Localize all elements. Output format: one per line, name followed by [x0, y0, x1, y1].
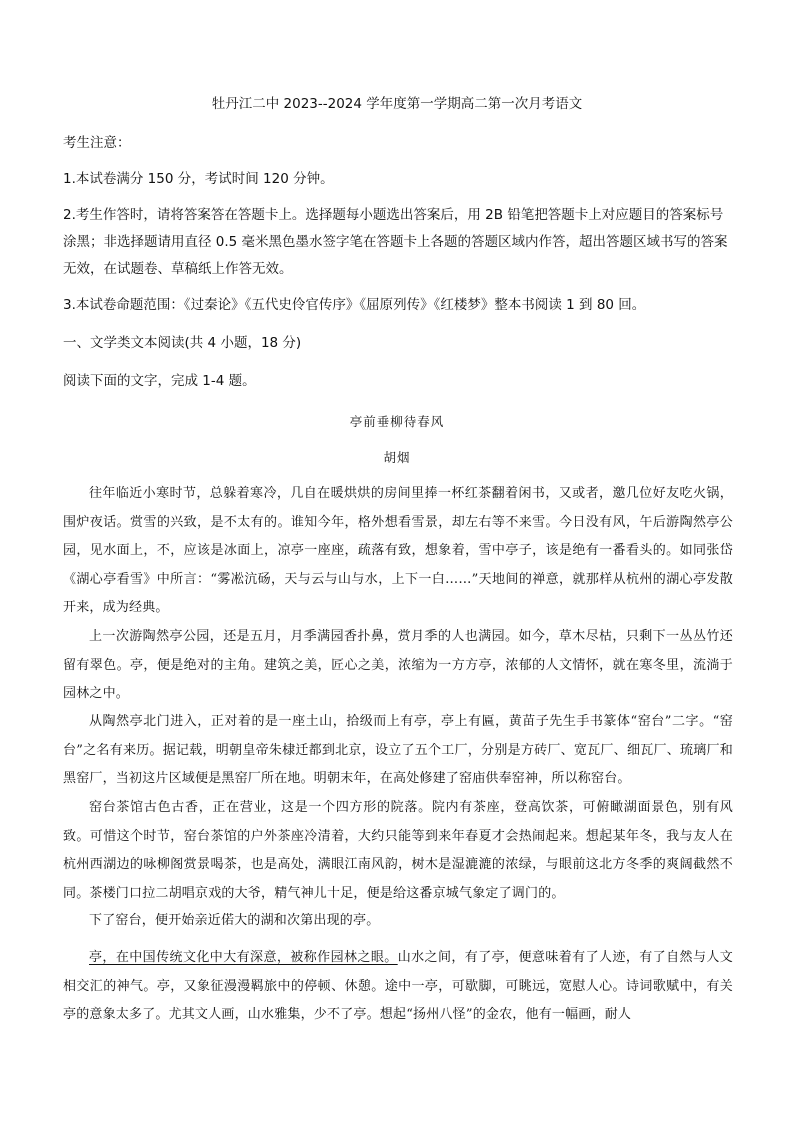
article-paragraph-3: 从陶然亭北门进入，正对着的是一座土山，拾级而上有亭，亭上有匾，黄苗子先生手书篆体“窑台”二字。“窑台”之名有来历。据记载，明朝皇帝朱棣迁都到北京，设立了五个工厂，分别是方砖厂、宽瓦厂、细瓦厂、琉璃厂和黑窑厂，当初这片区域便是黑窑厂所在地。明朝末年，在高处修建了窑庙供奉窑神，所以称窑台。 [63, 714, 733, 786]
article-paragraph-5: 下了窑台，便开始亲近偌大的湖和次第出现的亭。 [89, 913, 380, 928]
notice-item-2: 2.考生作答时，请将答案答在答题卡上。选择题每小题选出答案后，用 2B 铅笔把答题卡上对应题目的答案标号涂黑；非选择题请用直径 0.5 毫米黑色墨水签字笔在答题卡上各题的答题区域内作答，超出答题区域书写的答案无效，在试题卷、草稿纸上作答无效。 [63, 207, 728, 277]
section-instruction: 阅读下面的文字，完成 1-4 题。 [63, 373, 256, 389]
notice-item-1: 1.本试卷满分 150 分，考试时间 120 分钟。 [63, 171, 334, 187]
underlined-sentence: 亭，在中国传统文化中大有深意，被称作园林之眼。 [89, 950, 398, 965]
exam-title: 牡丹江二中 2023--2024 学年度第一学期高二第一次月考语文 [211, 96, 583, 112]
article-paragraph-6 [63, 944, 733, 1030]
notice-heading: 考生注意： [63, 135, 131, 151]
article-title: 亭前垂柳待春风 [349, 414, 445, 429]
notice-item-3: 3.本试卷命题范围：《过秦论》《五代史伶官传序》《屈原列传》《红楼梦》整本书阅读 1 到 80 回。 [63, 297, 646, 313]
paragraph-6-rest: 山水之间，有了亭，便意味着有了人迹，有了自然与人文相交汇的神气。亭，又象征漫漫羁旅中的停顿、休憩。途中一亭，可歇脚，可眺远，宽慰人心。诗词歌赋中，有关亭的意象太多了。尤其文人画，山水雅集，少不了亭。想起“扬州八怪”的金农，他有一幅画，耐人 [63, 950, 733, 1022]
article-paragraph-1: 往年临近小寒时节，总躲着寒冷，几自在暖烘烘的房间里捧一杯红茶翻着闲书，又或者，邀几位好友吃火锅，围炉夜话。赏雪的兴致，是不太有的。谁知今年，格外想看雪景，却左右等不来雪。今日没有风，午后游陶然亭公园，见水面上，不，应该是冰面上，凉亭一座座，疏落有致，想象着，雪中亭子，该是绝有一番看头的。如同张岱《湖心亭看雪》中所言：“雾凇沆砀，天与云与山与水，上下一白……”天地间的禅意，就那样从杭州的湖心亭发散开来，成为经典。 [63, 486, 733, 615]
article-paragraph-2: 上一次游陶然亭公园，还是五月，月季满园香扑鼻，赏月季的人也满园。如今，草木尽枯，只剩下一丛丛竹还留有翠色。亭，便是绝对的主角。建筑之美，匠心之美，浓缩为一方方亭，浓郁的人文情怀，就在寒冬里，流淌于园林之中。 [63, 629, 733, 701]
article-author: 胡烟 [383, 450, 411, 465]
article-paragraph-4: 窑台茶馆古色古香，正在营业，这是一个四方形的院落。院内有茶座，登高饮茶，可俯瞰湖面景色，别有风致。可惜这个时节，窑台茶馆的户外茶座冷清着，大约只能等到来年春夏才会热闹起来。想起某年冬，我与友人在杭州西湖边的咏柳阁赏景喝茶，也是高处，满眼江南风韵，树木是湿漉漉的浓绿，与眼前这北方冬季的爽阔截然不同。茶楼门口拉二胡唱京戏的大爷，精气神儿十足，便是给这番京城气象定了调门的。 [63, 800, 733, 901]
section-heading: 一、文学类文本阅读(共 4 小题，18 分) [63, 335, 302, 351]
